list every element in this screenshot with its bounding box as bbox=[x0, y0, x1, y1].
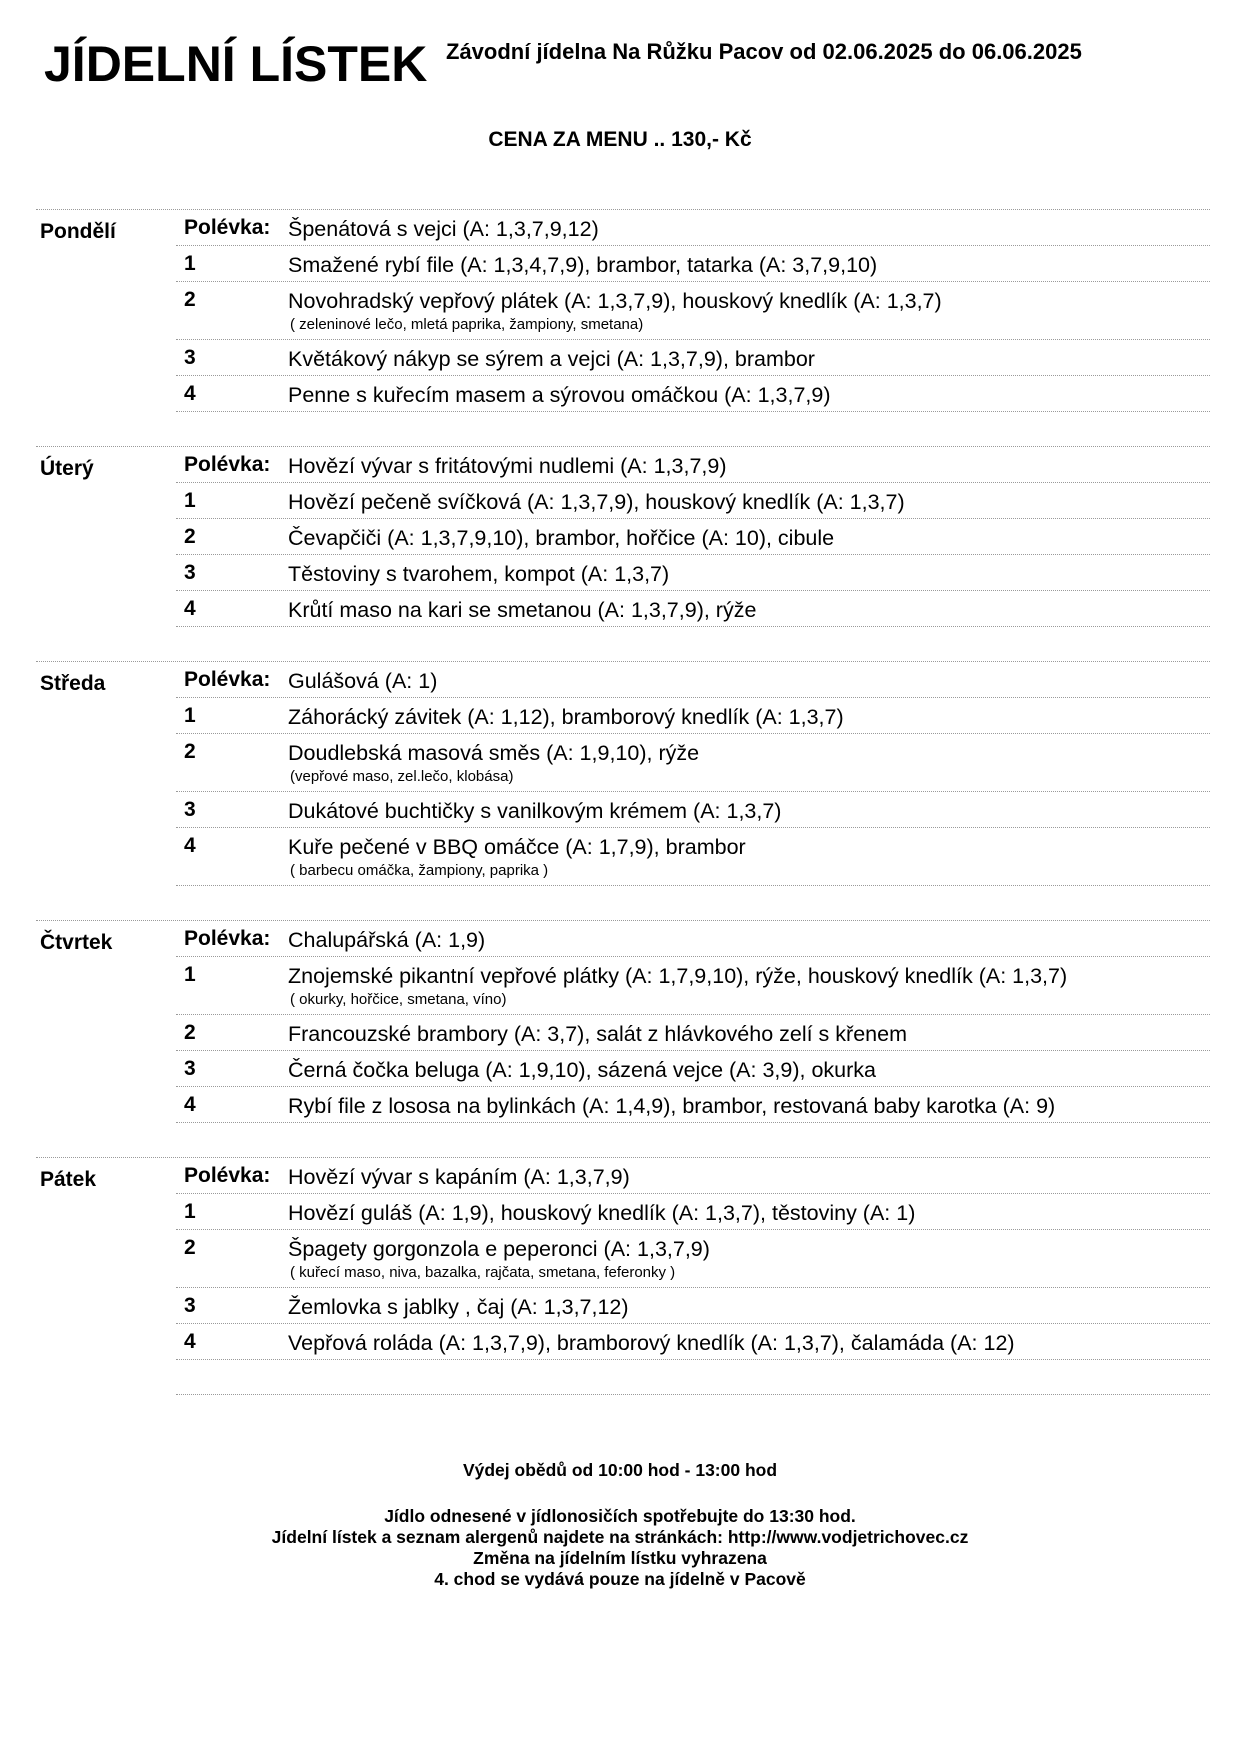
dish-row bbox=[176, 1015, 1210, 1051]
day-section bbox=[36, 209, 1210, 446]
dish-body bbox=[286, 1288, 1210, 1323]
dish-number: 2 bbox=[184, 740, 196, 763]
dish-row bbox=[176, 1324, 1210, 1360]
dish-row bbox=[176, 340, 1210, 376]
dish-number: 3 bbox=[184, 1294, 196, 1317]
dish-body bbox=[286, 734, 1210, 791]
dish-name: Smažené rybí file (A: 1,3,4,7,9), brambor, tatarka (A: 3,7,9,10) bbox=[288, 253, 878, 277]
dish-body bbox=[286, 282, 1210, 339]
day-name: Čtvrtek bbox=[40, 931, 113, 954]
dish-body bbox=[286, 1324, 1210, 1359]
day-section bbox=[36, 1157, 1210, 1394]
dish-body bbox=[286, 1158, 1210, 1193]
footer-notes bbox=[0, 1506, 1240, 1590]
dish-name: Špenátová s vejci (A: 1,3,7,9,12) bbox=[288, 217, 599, 241]
dish-row bbox=[176, 555, 1210, 591]
dish-row bbox=[176, 1230, 1210, 1288]
dish-number: 2 bbox=[184, 1021, 196, 1044]
dish-body bbox=[286, 1230, 1210, 1287]
soup-row bbox=[176, 447, 1210, 483]
dish-name: Hovězí pečeně svíčková (A: 1,3,7,9), houskový knedlík (A: 1,3,7) bbox=[288, 490, 905, 514]
dish-row bbox=[176, 1194, 1210, 1230]
day-name: Pondělí bbox=[40, 220, 116, 243]
dish-row bbox=[176, 792, 1210, 828]
dish-note: ( zeleninové lečo, mletá paprika, žampiony, smetana) bbox=[290, 316, 644, 333]
dish-body bbox=[286, 246, 1210, 281]
dish-name: Chalupářská (A: 1,9) bbox=[288, 928, 486, 952]
dish-name: Těstoviny s tvarohem, kompot (A: 1,3,7) bbox=[288, 562, 670, 586]
dish-row bbox=[176, 1087, 1210, 1123]
soup-row bbox=[176, 662, 1210, 698]
dish-body bbox=[286, 1087, 1210, 1122]
dish-number: 2 bbox=[184, 1236, 196, 1259]
dish-body bbox=[286, 519, 1210, 554]
dish-note: ( okurky, hořčice, smetana, víno) bbox=[290, 991, 507, 1008]
soup-label: Polévka: bbox=[184, 1164, 271, 1187]
canteen-subtitle: Závodní jídelna Na Růžku Pacov od 02.06.2025 do 06.06.2025 bbox=[446, 39, 1082, 64]
dish-name: Doudlebská masová směs (A: 1,9,10), rýže bbox=[288, 741, 700, 765]
dish-name: Hovězí vývar s kapáním (A: 1,3,7,9) bbox=[288, 1165, 630, 1189]
dish-number: 3 bbox=[184, 1057, 196, 1080]
dish-body bbox=[286, 447, 1210, 482]
dish-body bbox=[286, 376, 1210, 411]
day-dishes bbox=[176, 662, 1210, 886]
dish-name: Hovězí vývar s fritátovými nudlemi (A: 1,3,7,9) bbox=[288, 454, 727, 478]
dish-body bbox=[286, 698, 1210, 733]
dish-body bbox=[286, 1015, 1210, 1050]
dish-number: 4 bbox=[184, 1330, 196, 1353]
dish-body bbox=[286, 792, 1210, 827]
dish-body bbox=[286, 483, 1210, 518]
dish-row bbox=[176, 1051, 1210, 1087]
dish-number: 4 bbox=[184, 382, 196, 405]
dish-number: 1 bbox=[184, 704, 196, 727]
menu-price-text: CENA ZA MENU .. 130,- Kč bbox=[488, 128, 752, 151]
dish-row bbox=[176, 376, 1210, 412]
dish-name: Novohradský vepřový plátek (A: 1,3,7,9), houskový knedlík (A: 1,3,7) bbox=[288, 289, 942, 313]
dish-name: Žemlovka s jablky , čaj (A: 1,3,7,12) bbox=[288, 1295, 629, 1319]
soup-label: Polévka: bbox=[184, 927, 271, 950]
separator bbox=[176, 1394, 1210, 1395]
dish-body bbox=[286, 1051, 1210, 1086]
dish-row bbox=[176, 698, 1210, 734]
footer-line: 4. chod se vydává pouze na jídelně v Pacově bbox=[434, 1569, 806, 1589]
dish-note: ( barbecu omáčka, žampiony, paprika ) bbox=[290, 862, 549, 879]
dish-body bbox=[286, 591, 1210, 626]
dish-number: 3 bbox=[184, 561, 196, 584]
day-dishes bbox=[176, 447, 1210, 627]
footer-line: Jídlo odnesené v jídlonosičích spotřebujte do 13:30 hod. bbox=[384, 1506, 856, 1526]
dish-name: Špagety gorgonzola e peperonci (A: 1,3,7,9) bbox=[288, 1237, 710, 1261]
soup-row bbox=[176, 1158, 1210, 1194]
dish-row bbox=[176, 1288, 1210, 1324]
dish-name: Kuře pečené v BBQ omáčce (A: 1,7,9), brambor bbox=[288, 835, 746, 859]
dish-name: Penne s kuřecím masem a sýrovou omáčkou (A: 1,3,7,9) bbox=[288, 383, 831, 407]
dish-note: (vepřové maso, zel.lečo, klobása) bbox=[290, 768, 514, 785]
soup-label: Polévka: bbox=[184, 453, 271, 476]
dish-name: Rybí file z lososa na bylinkách (A: 1,4,9), brambor, restovaná baby karotka (A: 9) bbox=[288, 1094, 1056, 1118]
menu-price bbox=[0, 128, 1240, 152]
dish-row bbox=[176, 828, 1210, 886]
dish-body bbox=[286, 662, 1210, 697]
day-name: Úterý bbox=[40, 457, 94, 480]
header bbox=[44, 34, 1200, 94]
day-dishes bbox=[176, 1158, 1210, 1360]
day-name: Pátek bbox=[40, 1168, 97, 1191]
dish-body bbox=[286, 555, 1210, 590]
dish-number: 3 bbox=[184, 798, 196, 821]
soup-row bbox=[176, 921, 1210, 957]
weekly-menu bbox=[36, 209, 1210, 1395]
footer-hours: Výdej obědů od 10:00 hod - 13:00 hod bbox=[462, 1460, 778, 1480]
page-title: JÍDELNÍ LÍSTEK bbox=[44, 36, 428, 92]
dish-number: 1 bbox=[184, 489, 196, 512]
dish-name: Záhorácký závitek (A: 1,12), bramborový knedlík (A: 1,3,7) bbox=[288, 705, 844, 729]
day-section bbox=[36, 446, 1210, 661]
dish-row bbox=[176, 483, 1210, 519]
dish-row bbox=[176, 519, 1210, 555]
dish-name: Květákový nákyp se sýrem a vejci (A: 1,3,7,9), brambor bbox=[288, 347, 815, 371]
dish-body bbox=[286, 828, 1210, 885]
dish-row bbox=[176, 246, 1210, 282]
day-name: Středa bbox=[40, 672, 106, 695]
dish-number: 4 bbox=[184, 834, 196, 857]
dish-name: Dukátové buchtičky s vanilkovým krémem (A: 1,3,7) bbox=[288, 799, 782, 823]
dish-body bbox=[286, 340, 1210, 375]
dish-name: Gulášová (A: 1) bbox=[288, 669, 438, 693]
dish-body bbox=[286, 1194, 1210, 1229]
dish-row bbox=[176, 591, 1210, 627]
soup-label: Polévka: bbox=[184, 668, 271, 691]
dish-name: Čevapčiči (A: 1,3,7,9,10), brambor, hořčice (A: 10), cibule bbox=[288, 526, 835, 550]
dish-body bbox=[286, 921, 1210, 956]
day-section bbox=[36, 920, 1210, 1157]
dish-number: 4 bbox=[184, 597, 196, 620]
dish-number: 1 bbox=[184, 1200, 196, 1223]
dish-body bbox=[286, 210, 1210, 245]
dish-number: 4 bbox=[184, 1093, 196, 1116]
day-section bbox=[36, 661, 1210, 920]
dish-name: Černá čočka beluga (A: 1,9,10), sázená vejce (A: 3,9), okurka bbox=[288, 1058, 876, 1082]
dish-number: 2 bbox=[184, 288, 196, 311]
dish-number: 2 bbox=[184, 525, 196, 548]
dish-note: ( kuřecí maso, niva, bazalka, rajčata, smetana, feferonky ) bbox=[290, 1264, 676, 1281]
footer-line: Jídelní lístek a seznam alergenů najdete na stránkách: http://www.vodjetrichovec.cz bbox=[271, 1527, 969, 1547]
day-dishes bbox=[176, 921, 1210, 1123]
dish-number: 1 bbox=[184, 252, 196, 275]
dish-name: Francouzské brambory (A: 3,7), salát z hlávkového zelí s křenem bbox=[288, 1022, 907, 1046]
dish-number: 1 bbox=[184, 963, 196, 986]
dish-body bbox=[286, 957, 1210, 1014]
dish-row bbox=[176, 957, 1210, 1015]
dish-row bbox=[176, 734, 1210, 792]
dish-name: Vepřová roláda (A: 1,3,7,9), bramborový knedlík (A: 1,3,7), čalamáda (A: 12) bbox=[288, 1331, 1015, 1355]
day-dishes bbox=[176, 210, 1210, 412]
soup-label: Polévka: bbox=[184, 216, 271, 239]
soup-row bbox=[176, 210, 1210, 246]
dish-name: Znojemské pikantní vepřové plátky (A: 1,7,9,10), rýže, houskový knedlík (A: 1,3,7) bbox=[288, 964, 1068, 988]
dish-name: Hovězí guláš (A: 1,9), houskový knedlík (A: 1,3,7), těstoviny (A: 1) bbox=[288, 1201, 916, 1225]
dish-name: Krůtí maso na kari se smetanou (A: 1,3,7,9), rýže bbox=[288, 598, 757, 622]
dish-number: 3 bbox=[184, 346, 196, 369]
footer-line: Změna na jídelním lístku vyhrazena bbox=[473, 1548, 767, 1568]
dish-row bbox=[176, 282, 1210, 340]
